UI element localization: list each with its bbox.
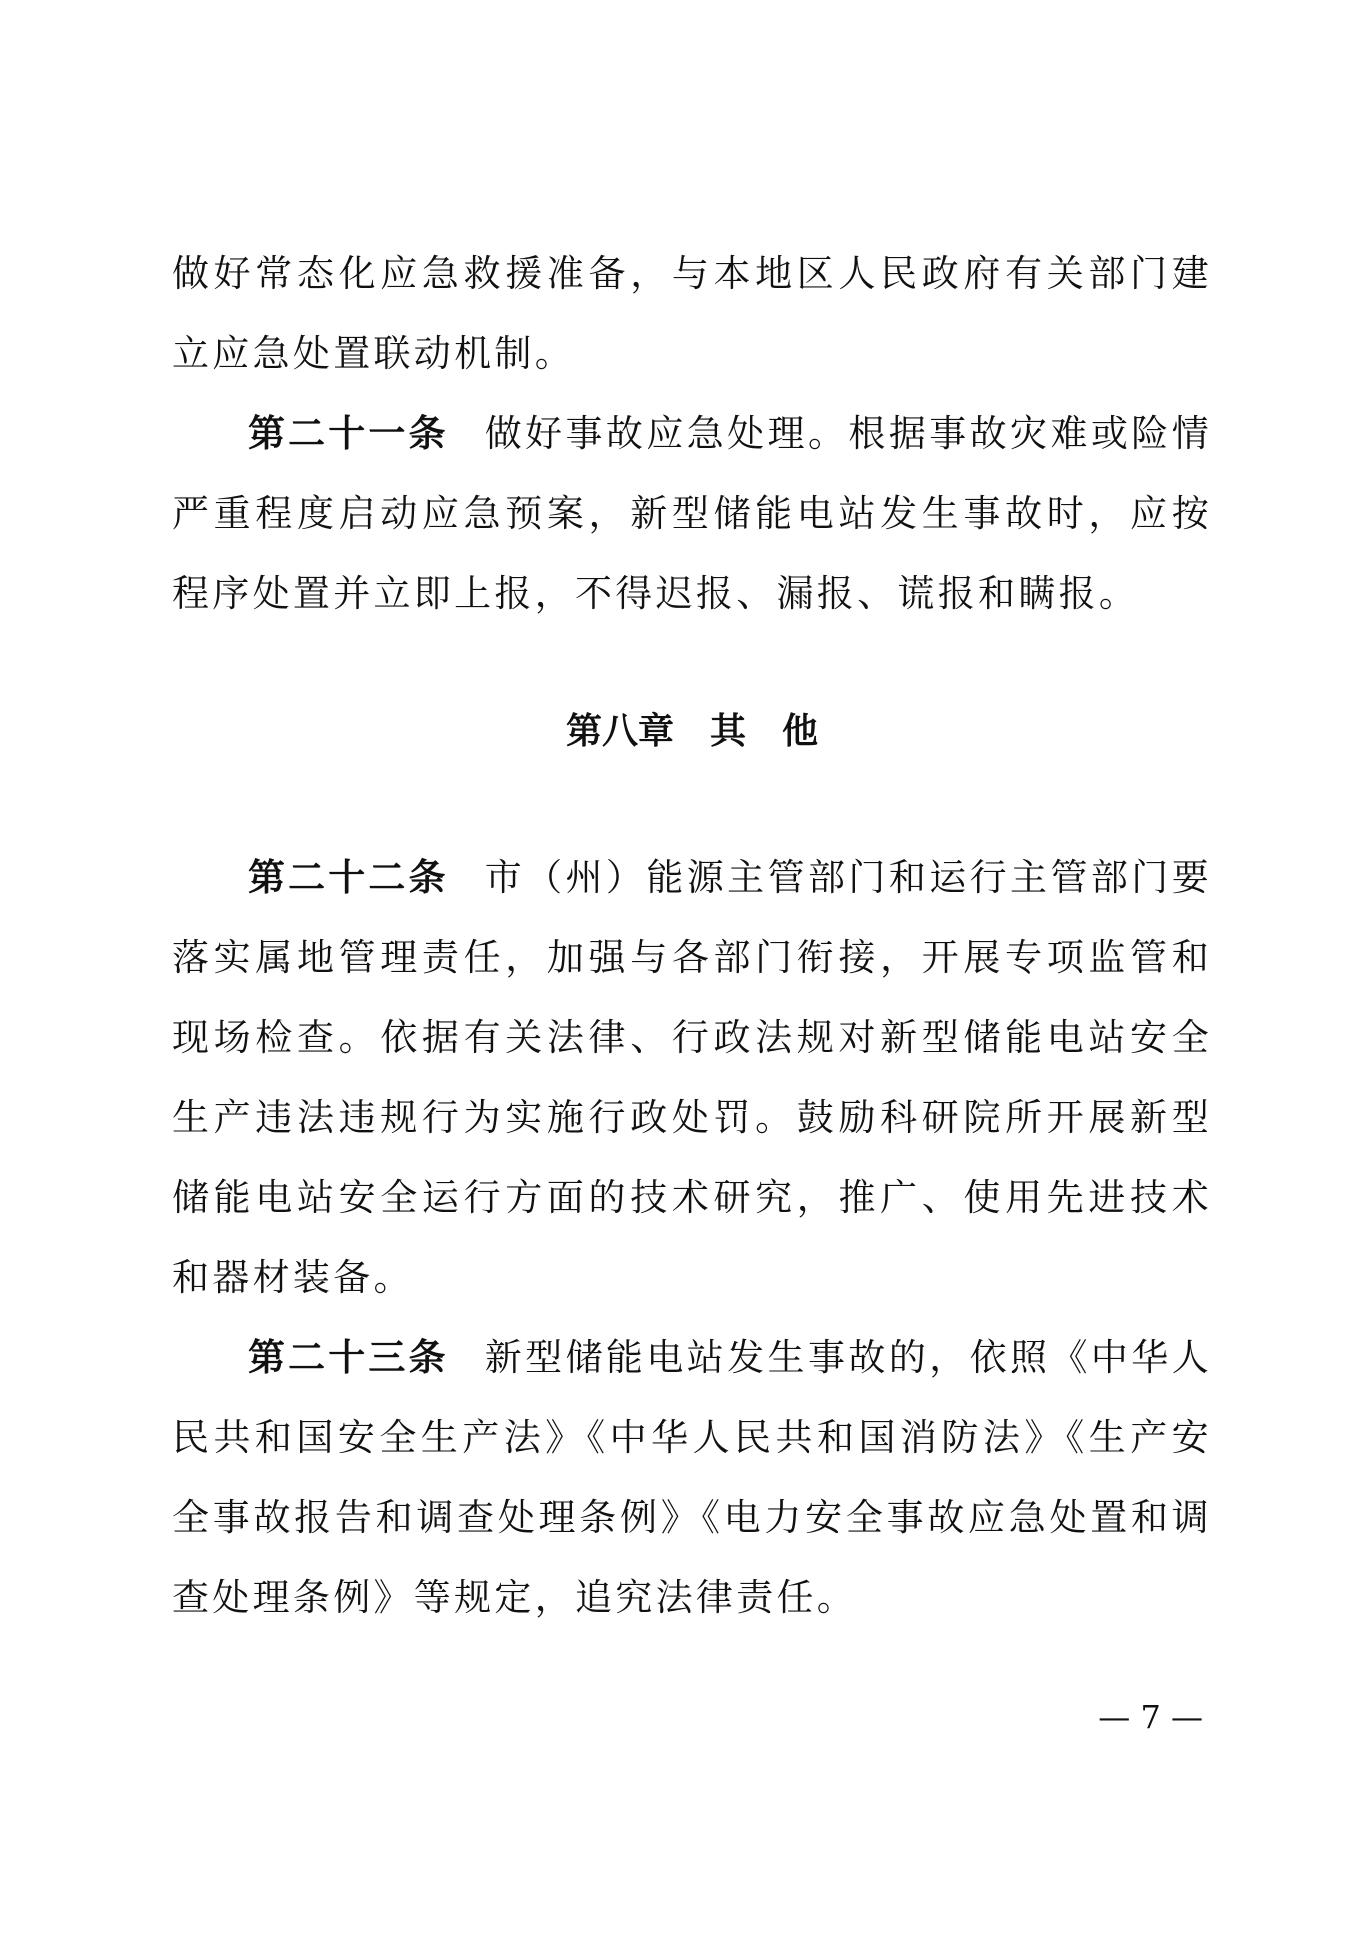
article-number: 第二十二条: [248, 856, 449, 899]
paragraph-continuation: [172, 234, 1212, 394]
article-number: 第二十一条: [248, 412, 449, 455]
article-21: [172, 394, 1212, 634]
article-22: [172, 838, 1212, 1318]
page-body: [172, 234, 1212, 1638]
article-text: 做好事故应急处理。根据事故灾难或险情严重程度启动应急预案，新型储能电站发生事故时，应按程序处置并立即上报，不得迟报、漏报、谎报和瞒报。: [172, 412, 1213, 615]
paragraph-text: 做好常态化应急救援准备，与本地区人民政府有关部门建立应急处置联动机制。: [172, 252, 1212, 375]
article-text: 市（州）能源主管部门和运行主管部门要落实属地管理责任，加强与各部门衔接，开展专项监管和现场检查。依据有关法律、行政法规对新型储能电站安全生产违法违规行为实施行政处罚。鼓励科研院所开展新型储能电站安全运行方面的技术研究，推广、使用先进技术和器材装备。: [172, 856, 1213, 1299]
article-23: [172, 1318, 1212, 1638]
chapter-heading: 第八章 其 他: [565, 711, 818, 752]
page-number: — 7 —: [1098, 1698, 1203, 1736]
article-number: 第二十三条: [248, 1336, 449, 1379]
article-text: 新型储能电站发生事故的，依照《中华人民共和国安全生产法》《中华人民共和国消防法》《生产安全事故报告和调查处理条例》《电力安全事故应急处置和调查处理条例》等规定，追究法律责任。: [172, 1336, 1213, 1619]
